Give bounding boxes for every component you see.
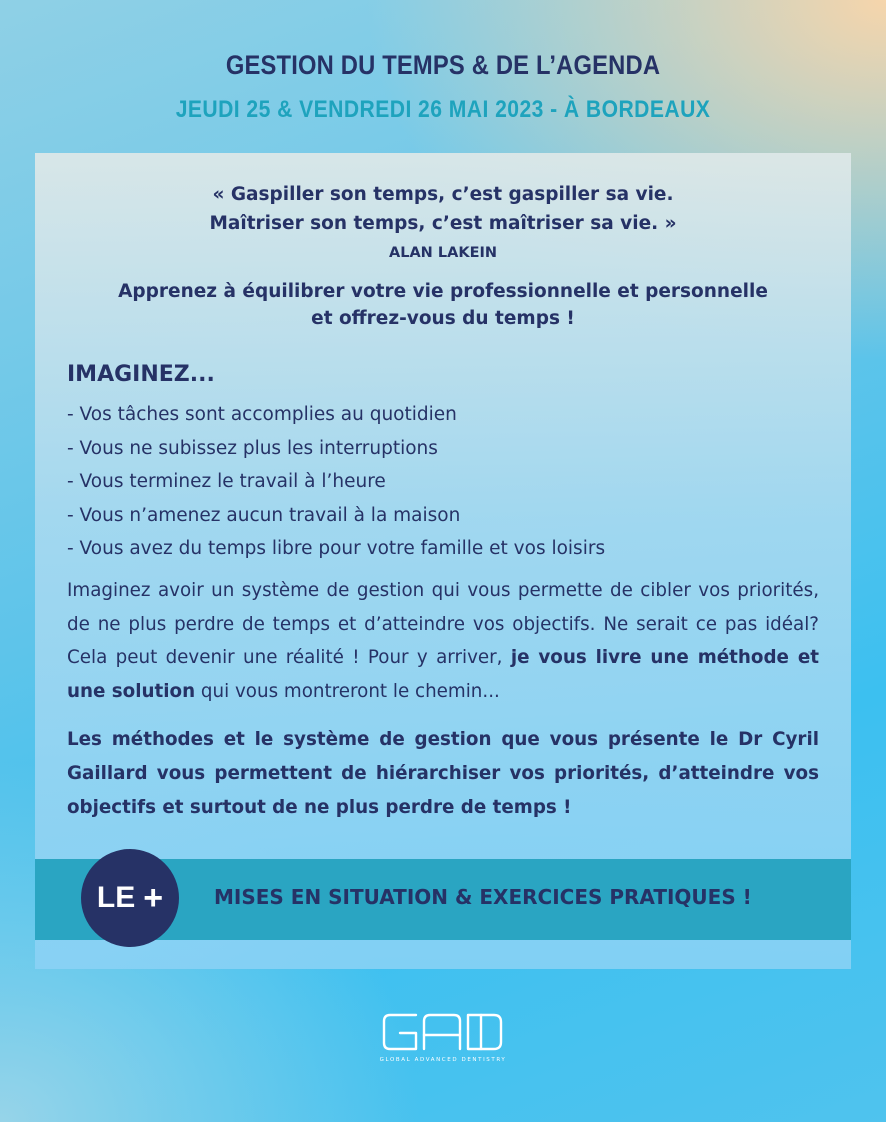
tagline-line-2: et offrez-vous du temps !	[311, 308, 575, 329]
plus-icon: +	[143, 878, 164, 917]
quote-block	[35, 180, 851, 238]
list-item: - Vos tâches sont accomplies au quotidien	[67, 404, 457, 425]
intro-text-bold: je vous livre une méthode et une solution	[67, 647, 819, 702]
quote-author: ALAN LAKEIN	[389, 245, 497, 261]
methods-paragraph: Les méthodes et le système de gestion que vous présente le Dr Cyril Gaillard vous permettent de hiérarchiser vos priorités, d’atteindre vos objectifs et surtout de ne plus perdre de temps !	[67, 729, 819, 818]
list-item: - Vous terminez le travail à l’heure	[67, 471, 386, 492]
list-item: - Vous n’amenez aucun travail à la maison	[67, 504, 461, 526]
tagline-line-1: Apprenez à équilibrer votre vie professionnelle et personnelle	[118, 281, 768, 302]
badge-label: LE	[96, 881, 136, 914]
page-title: GESTION DU TEMPS & DE L’AGENDA	[225, 50, 661, 80]
highlight-text: MISES EN SITUATION & EXERCICES PRATIQUES !	[214, 885, 752, 909]
intro-text-b: qui vous montreront le chemin...	[195, 680, 500, 702]
logo-caption: GLOBAL ADVANCED DENTISTRY	[379, 1057, 507, 1063]
tagline	[35, 278, 851, 332]
le-plus-badge	[81, 849, 179, 947]
list-item: - Vous avez du temps libre pour votre famille et vos loisirs	[67, 538, 606, 559]
event-date-subtitle: JEUDI 25 & VENDREDI 26 MAI 2023 - À BORDEAUX	[175, 96, 711, 123]
intro-paragraph	[67, 574, 819, 708]
list-item: - Vous ne subissez plus les interruptions	[67, 437, 438, 459]
quote-line-2: Maîtriser son temps, c’est maîtriser sa vie. »	[209, 213, 677, 234]
quote-line-1: « Gaspiller son temps, c’est gaspiller sa vie.	[212, 184, 674, 205]
imagine-heading: IMAGINEZ...	[67, 362, 215, 387]
intro-text-a: Imaginez avoir un système de gestion qui vous permette de cibler vos priorités, de ne plus perdre de temps et d’atteindre vos objectifs. Ne serait ce pas idéal? Cela peut devenir une réalité ! Pour y arriver,	[67, 580, 819, 668]
imagine-list	[67, 398, 605, 566]
